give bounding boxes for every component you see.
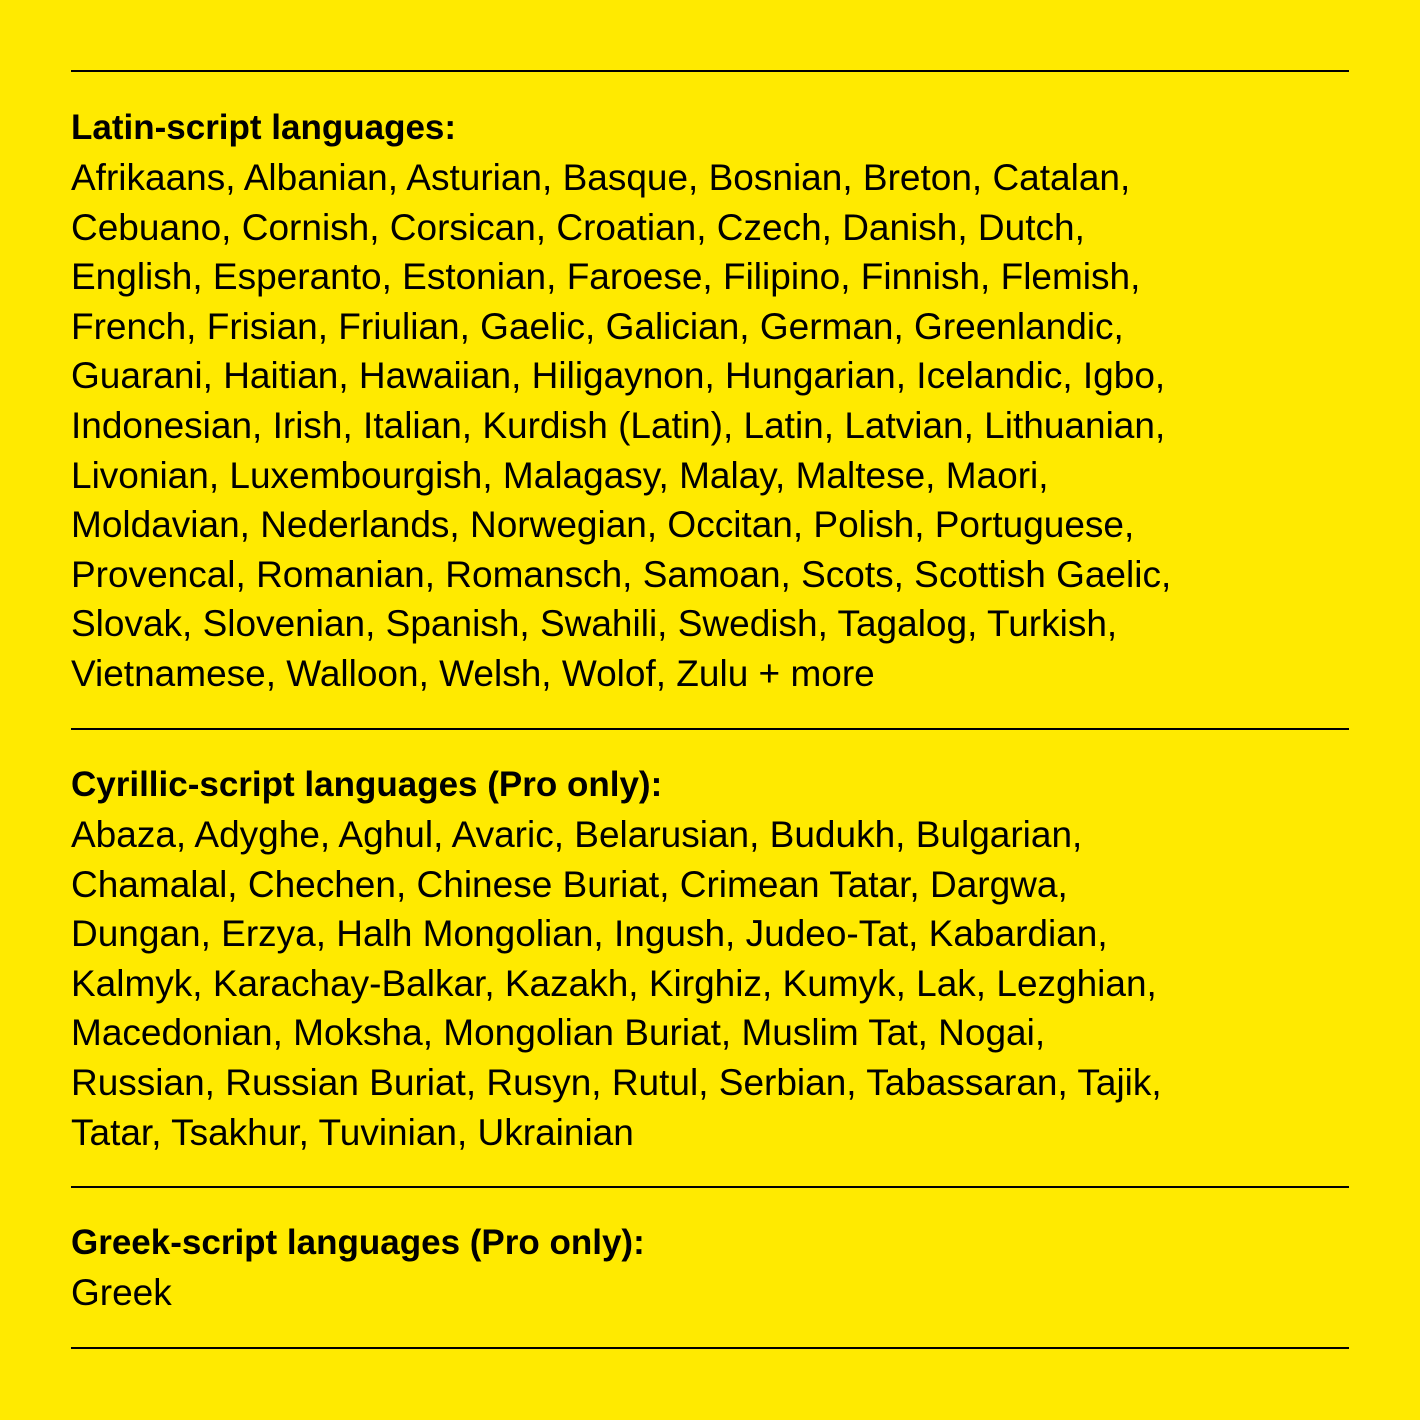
greek-language-list xyxy=(71,1268,1349,1318)
cyrillic-language-list xyxy=(71,810,1349,1157)
language-line: Abaza, Adyghe, Aghul, Avaric, Belarusian, Budukh, Bulgarian, xyxy=(71,814,1083,855)
language-line: Russian, Russian Buriat, Rusyn, Rutul, Serbian, Tabassaran, Tajik, xyxy=(71,1061,1162,1103)
language-line: Moldavian, Nederlands, Norwegian, Occitan, Polish, Portuguese, xyxy=(71,504,1135,546)
language-line: French, Frisian, Friulian, Gaelic, Galician, German, Greenlandic, xyxy=(71,305,1124,347)
language-line: Vietnamese, Walloon, Welsh, Wolof, Zulu + more xyxy=(71,652,875,694)
language-line: Dungan, Erzya, Halh Mongolian, Ingush, Judeo-Tat, Kabardian, xyxy=(71,913,1108,955)
language-line: Greek xyxy=(71,1272,172,1313)
language-line: Cebuano, Cornish, Corsican, Croatian, Czech, Danish, Dutch, xyxy=(71,206,1085,248)
language-line: Slovak, Slovenian, Spanish, Swahili, Swedish, Tagalog, Turkish, xyxy=(71,603,1118,645)
cyrillic-heading: Cyrillic-script languages (Pro only): xyxy=(71,765,663,804)
language-line: Indonesian, Irish, Italian, Kurdish (Latin), Latin, Latvian, Lithuanian, xyxy=(71,404,1166,446)
latin-section xyxy=(71,103,1349,699)
language-line: Tatar, Tsakhur, Tuvinian, Ukrainian xyxy=(71,1111,634,1153)
language-line: Afrikaans, Albanian, Asturian, Basque, Bosnian, Breton, Catalan, xyxy=(71,157,1131,198)
language-line: Macedonian, Moksha, Mongolian Buriat, Muslim Tat, Nogai, xyxy=(71,1012,1046,1054)
divider-top xyxy=(71,70,1349,72)
divider-bottom xyxy=(71,1347,1349,1349)
divider-cyrillic-greek xyxy=(71,1186,1349,1188)
language-line: Provencal, Romanian, Romansch, Samoan, Scots, Scottish Gaelic, xyxy=(71,553,1172,595)
language-line: English, Esperanto, Estonian, Faroese, Filipino, Finnish, Flemish, xyxy=(71,256,1141,298)
language-line: Livonian, Luxembourgish, Malagasy, Malay, Maltese, Maori, xyxy=(71,454,1049,496)
greek-section xyxy=(71,1218,1349,1318)
language-line: Chamalal, Chechen, Chinese Buriat, Crimean Tatar, Dargwa, xyxy=(71,863,1068,905)
cyrillic-section xyxy=(71,760,1349,1157)
latin-heading: Latin-script languages: xyxy=(71,108,457,147)
language-line: Guarani, Haitian, Hawaiian, Hiligaynon, Hungarian, Icelandic, Igbo, xyxy=(71,355,1166,397)
greek-heading: Greek-script languages (Pro only): xyxy=(71,1223,645,1262)
language-line: Kalmyk, Karachay-Balkar, Kazakh, Kirghiz, Kumyk, Lak, Lezghian, xyxy=(71,962,1157,1004)
latin-language-list xyxy=(71,153,1349,699)
divider-latin-cyrillic xyxy=(71,728,1349,730)
